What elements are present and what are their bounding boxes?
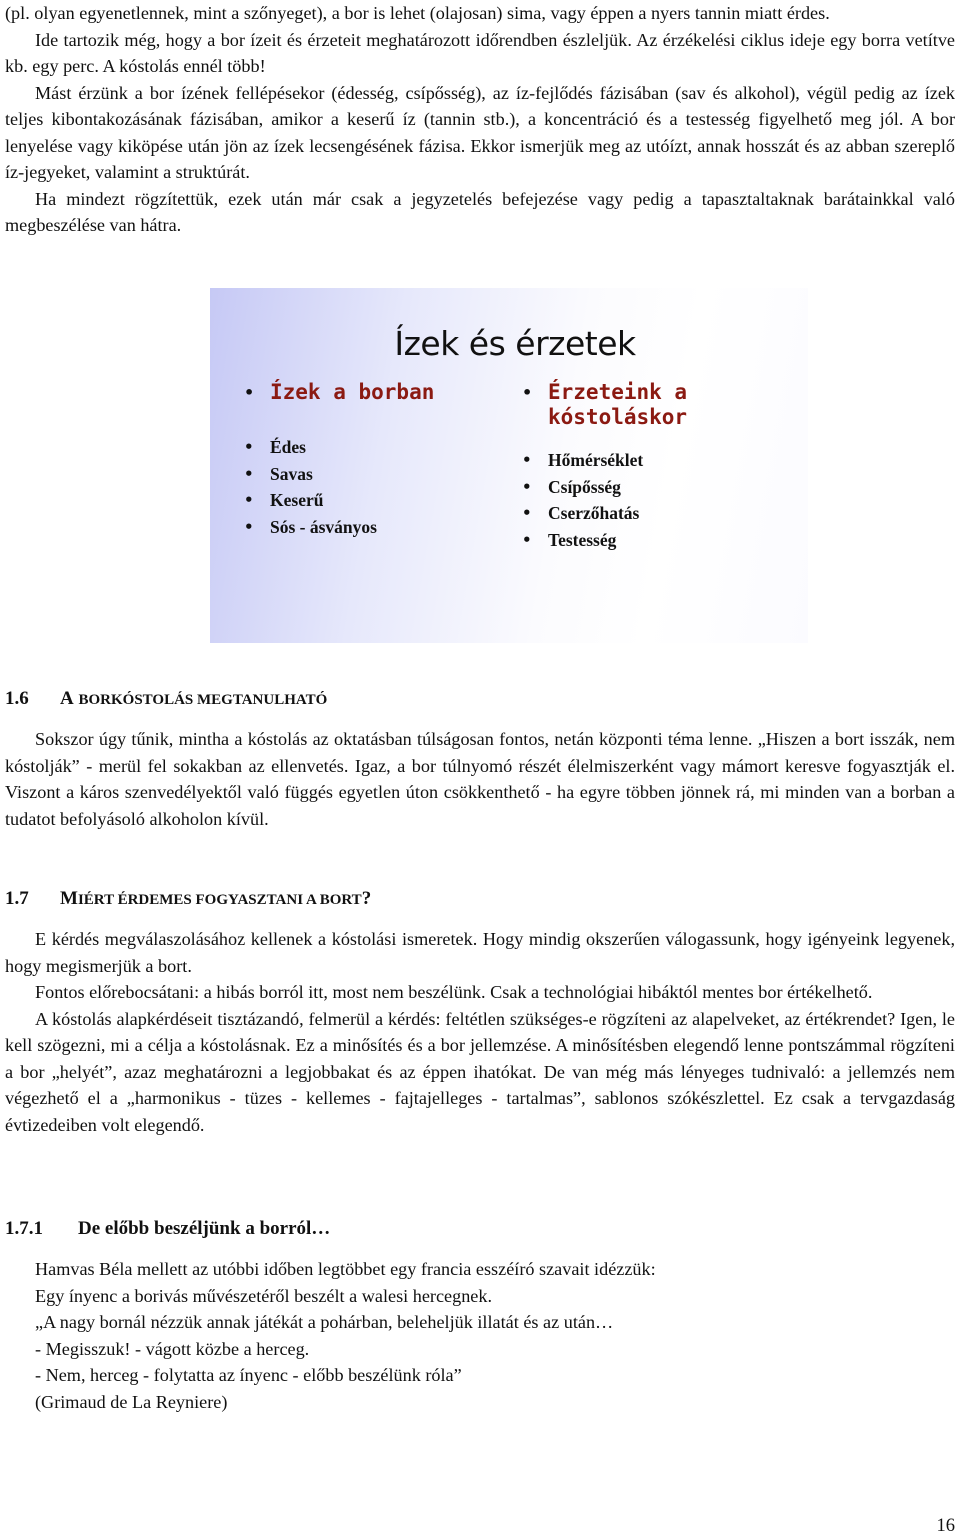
slide-left-column xyxy=(244,380,494,541)
paragraph: Mást érzünk a bor ízének fellépésekor (édesség, csípősség), az íz-fejlődés fázisában (sav és alkohol), végül pedig az ízek teljes kibontakozásának fázisában, amikor a keserű íz (tannin stb.), a koncentráció és a testesség figyelhető meg jól. A bor lenyelése vagy kiköpése után jön az ízek lecsengésének fázisa. Ekkor ismerjük meg az utóízt, annak hosszát és az abban szereplő íz-jegyeket, valamint a struktúrát. xyxy=(5,82,955,182)
slide-right-list xyxy=(522,447,802,554)
list-item: • Testesség xyxy=(522,527,802,554)
paragraph: Fontos előrebocsátani: a hibás borról itt, most nem beszélünk. Csak a technológiai hibáktól mentes bor értékelhető. xyxy=(35,982,873,1002)
list-item: • Savas xyxy=(244,461,494,488)
slide-right-heading: • Érzeteink a kóstoláskor xyxy=(522,380,802,430)
list-item: • Édes xyxy=(244,434,494,461)
paragraph: Ha mindezt rögzítettük, ezek után már csak a jegyzetelés befejezése vagy pedig a tapasztaltaknak barátainkkal való megbeszélése van hátra. xyxy=(5,188,955,235)
slide-left-heading: • Ízek a borban xyxy=(244,380,494,405)
section-title-initial: M xyxy=(60,888,78,909)
section-title: De előbb beszéljünk a borról… xyxy=(78,1218,331,1239)
list-item: • Cserzőhatás xyxy=(522,500,802,527)
quote-line: Egy ínyenc a borivás művészetéről beszélt a walesi hercegnek. xyxy=(35,1285,493,1306)
tastes-slide-figure xyxy=(210,288,808,643)
paragraph: (pl. olyan egyenetlennek, mint a szőnyeget), a bor is lehet (olajosan) sima, vagy éppen a nyers tannin miatt érdes. xyxy=(5,3,830,23)
list-item: • Hőmérséklet xyxy=(522,447,802,474)
slide-title: Ízek és érzetek xyxy=(394,324,636,363)
section-1-6-body xyxy=(5,726,955,832)
intro-text xyxy=(5,0,955,239)
page-number: 16 xyxy=(936,1516,955,1536)
section-title: IÉRT ÉRDEMES FOGYASZTANI A BORT xyxy=(77,892,362,908)
list-item: • Csípősség xyxy=(522,474,802,501)
section-number: 1.7 xyxy=(5,888,29,909)
slide-left-list xyxy=(244,434,494,541)
section-number: 1.7.1 xyxy=(5,1218,43,1239)
section-title: BORKÓSTOLÁS MEGTANULHATÓ xyxy=(78,692,328,708)
section-title-initial: A xyxy=(60,688,74,709)
paragraph: Ide tartozik még, hogy a bor ízeit és érzeteit meghatározott időrendben észleljük. Az érzékelési ciklus ideje egy borra vetítve kb. egy perc. A kóstolás ennél több! xyxy=(5,29,955,76)
quote-line: Hamvas Béla mellett az utóbbi időben legtöbbet egy francia esszéíró szavait idézzük: xyxy=(35,1259,656,1279)
section-title-end: ? xyxy=(361,888,372,909)
section-heading-1-7-1 xyxy=(5,1216,330,1243)
quote-line: - Nem, herceg - folytatta az ínyenc - előbb beszélünk róla” xyxy=(35,1365,462,1385)
section-1-7-1-body xyxy=(5,1256,955,1415)
quote-line: „A nagy bornál nézzük annak játékát a pohárban, beleheljük illatát és az után… xyxy=(35,1312,614,1332)
slide-right-column xyxy=(522,380,802,554)
section-heading-1-6 xyxy=(5,686,327,714)
section-1-7-body xyxy=(5,926,955,1138)
list-item: • Keserű xyxy=(244,487,494,514)
paragraph: A kóstolás alapkérdéseit tisztázandó, felmerül a kérdés: feltétlen szükséges-e rögzíteni az alapelveket, az értékrendet? Igen, le kell szögezni, mi a célja a kóstolásnak. Ez a minősítés és a bor jellemzése. A minősítésben elegendő lenne pontszámmal rögzíteni a bor „helyét”, azaz meghatározni a legjobbakat és az éppen ihatókat. De van még más lényeges tudnivaló: a jellemzés nem végezhető el a „harmonikus - tüzes - kellemes - fajtajelleges - tartalmas”, sablonos szókészlettel. Ez csak a tervgazdaság évtizedeiben volt elegendő. xyxy=(5,1008,955,1135)
paragraph: Sokszor úgy tűnik, mintha a kóstolás az oktatásban túlságosan fontos, netán központi téma lenne. „Hiszen a bort isszák, nem kóstolják” - merül fel sokakban az ellenvetés. Igaz, a bor túlnyomó részét élelmiszerként vagy mámort keresve fogyasztják el. Viszont a káros szenvedélyektől való függés egyetlen úton csökkenthető - ha egyre többen jönnek rá, mi minden van a borban a tudatot befolyásoló alkoholon kívül. xyxy=(5,729,955,829)
paragraph: E kérdés megválaszolásához kellenek a kóstolási ismeretek. Hogy mindig okszerűen válogassunk, hogy igényeink legyenek, hogy megismerjük a bort. xyxy=(5,929,955,976)
quote-line: - Megisszuk! - vágott közbe a herceg. xyxy=(35,1338,310,1359)
list-item: • Sós - ásványos xyxy=(244,514,494,541)
quote-source: (Grimaud de La Reyniere) xyxy=(35,1391,228,1412)
section-heading-1-7 xyxy=(5,886,371,914)
section-number: 1.6 xyxy=(5,688,29,709)
